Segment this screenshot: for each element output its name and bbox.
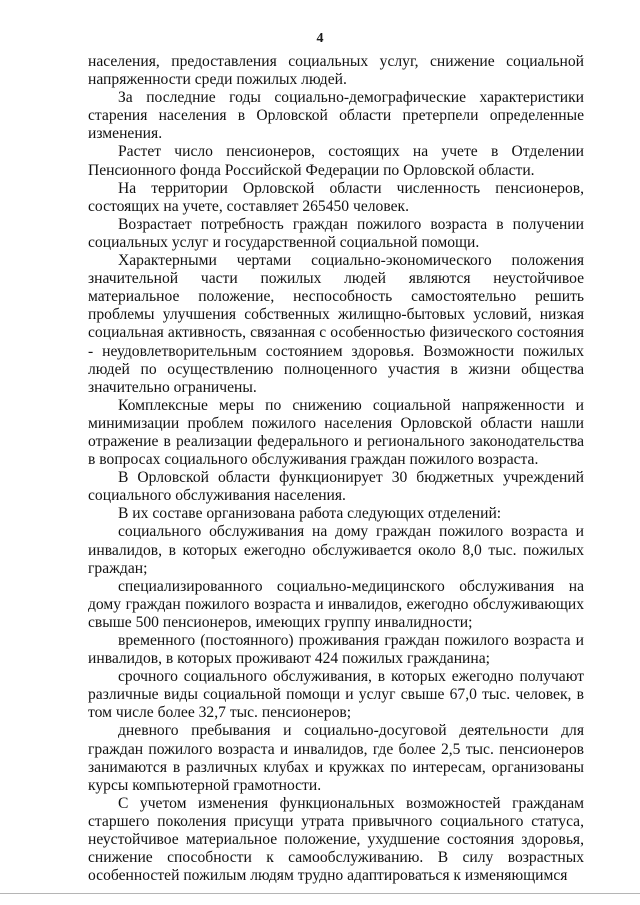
paragraph: Характерными чертами социально-экономического положения значительной части пожилых людей являются неустойчивое материальное положение, неспособность самостоятельно решить проблемы улучшения собственных жилищно-бытовых условий, низкая социальная активность, связанная с особенностью физического состояния - неудовлетворительным состоянием здоровья. Возможности пожилых людей по осуществлению полноценного участия в жизни общества значительно ограничены. [88,252,584,396]
list-item-paragraph: социального обслуживания на дому граждан пожилого возраста и инвалидов, в которых ежегодно обслуживается около 8,0 тыс. пожилых граждан; [88,523,584,577]
paragraph: Растет число пенсионеров, состоящих на учете в Отделении Пенсионного фонда Российской Федерации по Орловской области. [88,143,584,179]
paragraph: На территории Орловской области численность пенсионеров, состоящих на учете, составляет 265450 человек. [88,179,584,215]
paragraph-continuation: населения, предоставления социальных услуг, снижение социальной напряженности среди пожилых людей. [88,53,584,89]
paragraph: Возрастает потребность граждан пожилого возраста в получении социальных услуг и государственной социальной помощи. [88,215,584,251]
page-bottom-edge [0,893,640,894]
paragraph: С учетом изменения функциональных возможностей гражданам старшего поколения присущи утрата привычного социального статуса, неустойчивое материальное положение, ухудшение состояния здоровья, снижение способности к самообслуживанию. В силу возрастных особенностей пожилым людям трудно адаптироваться к изменяющимся [88,794,584,885]
paragraph: В их составе организована работа следующих отделений: [118,505,502,523]
page-number: 4 [316,31,324,46]
list-item-paragraph: временного (постоянного) проживания граждан пожилого возраста и инвалидов, в которых проживают 424 пожилых гражданина; [88,632,584,668]
paragraph: Комплексные меры по снижению социальной напряженности и минимизации проблем пожилого населения Орловской области нашли отражение в реализации федерального и регионального законодательства в вопросах социального обслуживания граждан пожилого возраста. [88,396,584,469]
list-item-paragraph: дневного пребывания и социально-досуговой деятельности для граждан пожилого возраста и инвалидов, где более 2,5 тыс. пенсионеров занимаются в различных клубах и кружках по интересам, организованы курсы компьютерной грамотности. [88,722,584,794]
list-item-paragraph: срочного социального обслуживания, в которых ежегодно получают различные виды социальной помощи и услуг свыше 67,0 тыс. человек, в том числе более 32,7 тыс. пенсионеров; [88,668,584,722]
document-body [88,53,584,885]
paragraph: За последние годы социально-демографические характеристики старения населения в Орловской области претерпели определенные изменения. [88,89,584,143]
paragraph: В Орловской области функционирует 30 бюджетных учреждений социального обслуживания населения. [88,469,584,505]
list-item-paragraph: специализированного социально-медицинского обслуживания на дому граждан пожилого возраста и инвалидов, ежегодно обслуживающих свыше 500 пенсионеров, имеющих группу инвалидности; [88,577,584,631]
